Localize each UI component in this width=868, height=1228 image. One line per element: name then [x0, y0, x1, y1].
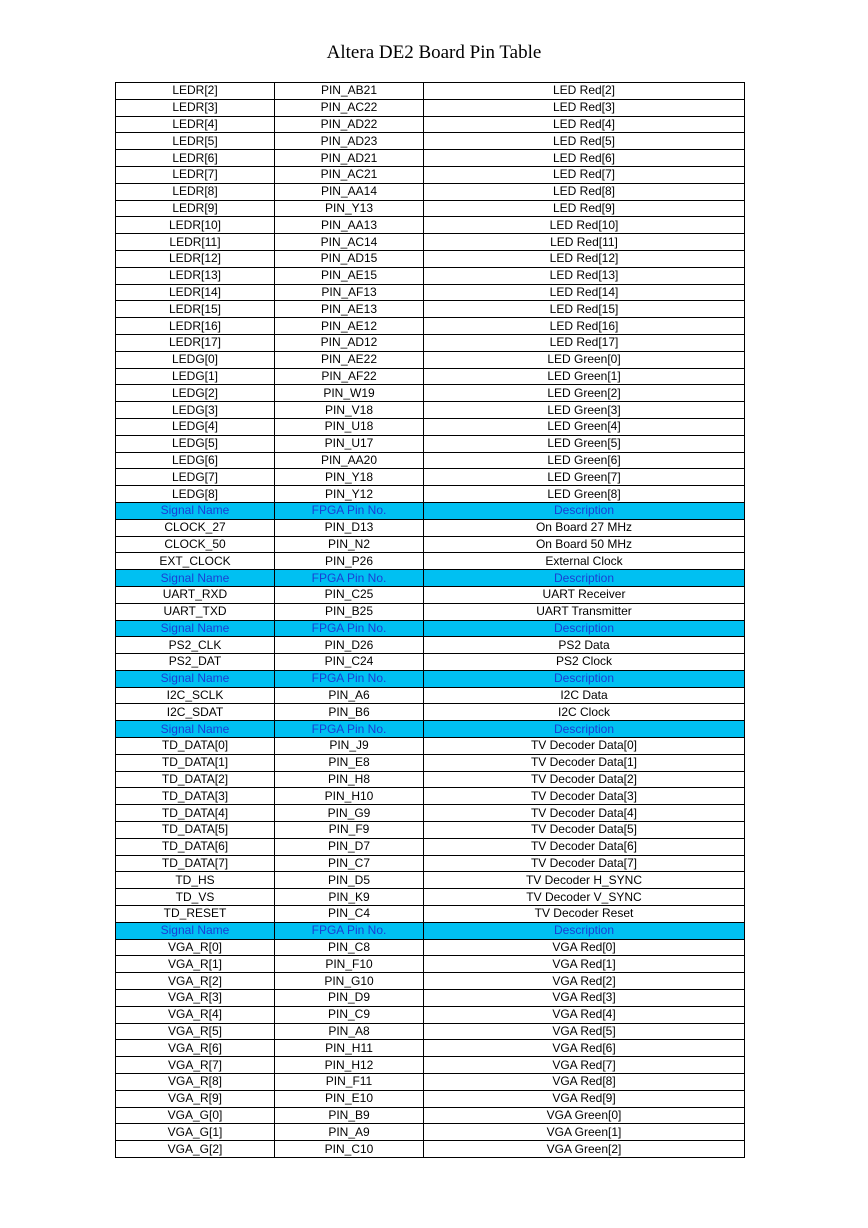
- table-row: [116, 234, 745, 251]
- table-row: [116, 939, 745, 956]
- fpga-pin-cell: FPGA Pin No.: [275, 670, 424, 687]
- signal-name-cell: LEDG[6]: [116, 452, 275, 469]
- signal-name-cell: VGA_R[6]: [116, 1040, 275, 1057]
- signal-name-cell: Signal Name: [116, 502, 275, 519]
- description-cell: TV Decoder Reset: [424, 906, 745, 923]
- fpga-pin-cell: FPGA Pin No.: [275, 570, 424, 587]
- fpga-pin-cell: PIN_B6: [275, 704, 424, 721]
- table-row: [116, 200, 745, 217]
- description-cell: LED Red[3]: [424, 99, 745, 116]
- table-row: [116, 183, 745, 200]
- table-row: [116, 133, 745, 150]
- fpga-pin-cell: PIN_J9: [275, 738, 424, 755]
- description-cell: TV Decoder Data[4]: [424, 805, 745, 822]
- description-cell: LED Green[4]: [424, 418, 745, 435]
- table-row: [116, 402, 745, 419]
- signal-name-cell: VGA_R[7]: [116, 1057, 275, 1074]
- fpga-pin-cell: PIN_AD23: [275, 133, 424, 150]
- fpga-pin-cell: PIN_AD12: [275, 334, 424, 351]
- table-row: [116, 771, 745, 788]
- signal-name-cell: CLOCK_50: [116, 536, 275, 553]
- signal-name-cell: LEDG[2]: [116, 385, 275, 402]
- description-cell: I2C Clock: [424, 704, 745, 721]
- description-cell: TV Decoder Data[6]: [424, 838, 745, 855]
- signal-name-cell: EXT_CLOCK: [116, 553, 275, 570]
- signal-name-cell: TD_DATA[3]: [116, 788, 275, 805]
- table-row: [116, 1124, 745, 1141]
- table-row: [116, 150, 745, 167]
- fpga-pin-cell: PIN_AF13: [275, 284, 424, 301]
- table-row: [116, 1006, 745, 1023]
- signal-name-cell: LEDR[12]: [116, 250, 275, 267]
- table-row: [116, 906, 745, 923]
- description-cell: TV Decoder Data[0]: [424, 738, 745, 755]
- signal-name-cell: VGA_R[9]: [116, 1090, 275, 1107]
- description-cell: LED Red[13]: [424, 267, 745, 284]
- signal-name-cell: LEDG[5]: [116, 435, 275, 452]
- signal-name-cell: CLOCK_27: [116, 519, 275, 536]
- section-header-row: [116, 570, 745, 587]
- table-row: [116, 536, 745, 553]
- description-cell: VGA Green[2]: [424, 1141, 745, 1158]
- fpga-pin-cell: PIN_K9: [275, 889, 424, 906]
- fpga-pin-cell: PIN_D5: [275, 872, 424, 889]
- signal-name-cell: LEDG[0]: [116, 351, 275, 368]
- pin-table: [115, 82, 745, 1158]
- fpga-pin-cell: PIN_D26: [275, 637, 424, 654]
- signal-name-cell: TD_DATA[7]: [116, 855, 275, 872]
- table-row: [116, 553, 745, 570]
- signal-name-cell: LEDG[4]: [116, 418, 275, 435]
- fpga-pin-cell: PIN_C4: [275, 906, 424, 923]
- table-row: [116, 83, 745, 100]
- section-header-row: [116, 620, 745, 637]
- fpga-pin-cell: PIN_Y18: [275, 469, 424, 486]
- signal-name-cell: VGA_G[1]: [116, 1124, 275, 1141]
- description-cell: VGA Red[3]: [424, 990, 745, 1007]
- fpga-pin-cell: PIN_G9: [275, 805, 424, 822]
- description-cell: LED Green[1]: [424, 368, 745, 385]
- table-row: [116, 889, 745, 906]
- signal-name-cell: VGA_R[0]: [116, 939, 275, 956]
- table-row: [116, 469, 745, 486]
- description-cell: LED Red[10]: [424, 217, 745, 234]
- description-cell: TV Decoder Data[5]: [424, 822, 745, 839]
- description-cell: I2C Data: [424, 687, 745, 704]
- fpga-pin-cell: PIN_D13: [275, 519, 424, 536]
- table-row: [116, 855, 745, 872]
- signal-name-cell: VGA_R[4]: [116, 1006, 275, 1023]
- fpga-pin-cell: FPGA Pin No.: [275, 502, 424, 519]
- signal-name-cell: LEDR[15]: [116, 301, 275, 318]
- fpga-pin-cell: PIN_AE13: [275, 301, 424, 318]
- signal-name-cell: TD_VS: [116, 889, 275, 906]
- fpga-pin-cell: PIN_AE15: [275, 267, 424, 284]
- table-row: [116, 1040, 745, 1057]
- section-header-row: [116, 670, 745, 687]
- table-row: [116, 822, 745, 839]
- table-row: [116, 452, 745, 469]
- section-header-row: [116, 721, 745, 738]
- signal-name-cell: LEDR[9]: [116, 200, 275, 217]
- signal-name-cell: VGA_R[3]: [116, 990, 275, 1007]
- table-row: [116, 486, 745, 503]
- fpga-pin-cell: PIN_AF22: [275, 368, 424, 385]
- table-row: [116, 838, 745, 855]
- signal-name-cell: TD_DATA[2]: [116, 771, 275, 788]
- fpga-pin-cell: PIN_AA14: [275, 183, 424, 200]
- table-row: [116, 704, 745, 721]
- table-row: [116, 1141, 745, 1158]
- table-row: [116, 519, 745, 536]
- signal-name-cell: LEDR[11]: [116, 234, 275, 251]
- table-row: [116, 1023, 745, 1040]
- fpga-pin-cell: PIN_H11: [275, 1040, 424, 1057]
- table-row: [116, 872, 745, 889]
- description-cell: LED Green[2]: [424, 385, 745, 402]
- table-row: [116, 116, 745, 133]
- fpga-pin-cell: PIN_E10: [275, 1090, 424, 1107]
- fpga-pin-cell: PIN_H8: [275, 771, 424, 788]
- description-cell: VGA Red[9]: [424, 1090, 745, 1107]
- table-row: [116, 351, 745, 368]
- table-row: [116, 603, 745, 620]
- fpga-pin-cell: PIN_AE22: [275, 351, 424, 368]
- signal-name-cell: TD_HS: [116, 872, 275, 889]
- fpga-pin-cell: PIN_A8: [275, 1023, 424, 1040]
- fpga-pin-cell: PIN_Y13: [275, 200, 424, 217]
- fpga-pin-cell: PIN_H12: [275, 1057, 424, 1074]
- table-row: [116, 99, 745, 116]
- signal-name-cell: LEDR[14]: [116, 284, 275, 301]
- fpga-pin-cell: PIN_F10: [275, 956, 424, 973]
- fpga-pin-cell: PIN_B9: [275, 1107, 424, 1124]
- fpga-pin-cell: PIN_F9: [275, 822, 424, 839]
- fpga-pin-cell: PIN_AD22: [275, 116, 424, 133]
- section-header-row: [116, 922, 745, 939]
- description-cell: TV Decoder V_SYNC: [424, 889, 745, 906]
- signal-name-cell: I2C_SCLK: [116, 687, 275, 704]
- fpga-pin-cell: PIN_C7: [275, 855, 424, 872]
- description-cell: LED Red[14]: [424, 284, 745, 301]
- signal-name-cell: TD_RESET: [116, 906, 275, 923]
- description-cell: LED Red[5]: [424, 133, 745, 150]
- description-cell: LED Red[8]: [424, 183, 745, 200]
- signal-name-cell: TD_DATA[1]: [116, 754, 275, 771]
- description-cell: VGA Green[1]: [424, 1124, 745, 1141]
- fpga-pin-cell: PIN_B25: [275, 603, 424, 620]
- description-cell: LED Red[6]: [424, 150, 745, 167]
- description-cell: LED Green[6]: [424, 452, 745, 469]
- description-cell: VGA Red[1]: [424, 956, 745, 973]
- description-cell: External Clock: [424, 553, 745, 570]
- description-cell: TV Decoder Data[1]: [424, 754, 745, 771]
- signal-name-cell: LEDG[1]: [116, 368, 275, 385]
- description-cell: LED Red[4]: [424, 116, 745, 133]
- table-row: [116, 805, 745, 822]
- fpga-pin-cell: PIN_C10: [275, 1141, 424, 1158]
- table-row: [116, 166, 745, 183]
- description-cell: TV Decoder Data[7]: [424, 855, 745, 872]
- description-cell: VGA Red[2]: [424, 973, 745, 990]
- fpga-pin-cell: PIN_AC21: [275, 166, 424, 183]
- fpga-pin-cell: PIN_AA20: [275, 452, 424, 469]
- fpga-pin-cell: PIN_C8: [275, 939, 424, 956]
- fpga-pin-cell: PIN_U18: [275, 418, 424, 435]
- fpga-pin-cell: FPGA Pin No.: [275, 922, 424, 939]
- description-cell: LED Red[2]: [424, 83, 745, 100]
- description-cell: LED Red[9]: [424, 200, 745, 217]
- description-cell: TV Decoder H_SYNC: [424, 872, 745, 889]
- table-row: [116, 1090, 745, 1107]
- signal-name-cell: TD_DATA[5]: [116, 822, 275, 839]
- description-cell: VGA Red[7]: [424, 1057, 745, 1074]
- signal-name-cell: LEDR[5]: [116, 133, 275, 150]
- fpga-pin-cell: PIN_AC22: [275, 99, 424, 116]
- signal-name-cell: Signal Name: [116, 721, 275, 738]
- signal-name-cell: VGA_R[1]: [116, 956, 275, 973]
- table-row: [116, 385, 745, 402]
- table-row: [116, 368, 745, 385]
- description-cell: Description: [424, 670, 745, 687]
- table-row: [116, 250, 745, 267]
- table-row: [116, 973, 745, 990]
- description-cell: VGA Green[0]: [424, 1107, 745, 1124]
- signal-name-cell: VGA_G[2]: [116, 1141, 275, 1158]
- description-cell: VGA Red[6]: [424, 1040, 745, 1057]
- description-cell: Description: [424, 502, 745, 519]
- table-row: [116, 956, 745, 973]
- signal-name-cell: LEDR[7]: [116, 166, 275, 183]
- table-row: [116, 318, 745, 335]
- description-cell: UART Receiver: [424, 586, 745, 603]
- fpga-pin-cell: PIN_C25: [275, 586, 424, 603]
- page-title: Altera DE2 Board Pin Table: [326, 42, 542, 63]
- table-row: [116, 1057, 745, 1074]
- signal-name-cell: PS2_CLK: [116, 637, 275, 654]
- fpga-pin-cell: PIN_C24: [275, 654, 424, 671]
- fpga-pin-cell: PIN_AA13: [275, 217, 424, 234]
- description-cell: On Board 50 MHz: [424, 536, 745, 553]
- table-row: [116, 267, 745, 284]
- fpga-pin-cell: PIN_H10: [275, 788, 424, 805]
- signal-name-cell: Signal Name: [116, 620, 275, 637]
- signal-name-cell: LEDR[6]: [116, 150, 275, 167]
- fpga-pin-cell: PIN_Y12: [275, 486, 424, 503]
- description-cell: VGA Red[4]: [424, 1006, 745, 1023]
- table-row: [116, 654, 745, 671]
- table-row: [116, 334, 745, 351]
- table-row: [116, 217, 745, 234]
- signal-name-cell: VGA_R[5]: [116, 1023, 275, 1040]
- fpga-pin-cell: PIN_W19: [275, 385, 424, 402]
- table-row: [116, 301, 745, 318]
- signal-name-cell: LEDR[16]: [116, 318, 275, 335]
- description-cell: On Board 27 MHz: [424, 519, 745, 536]
- description-cell: VGA Red[0]: [424, 939, 745, 956]
- fpga-pin-cell: PIN_A6: [275, 687, 424, 704]
- table-row: [116, 637, 745, 654]
- signal-name-cell: LEDG[7]: [116, 469, 275, 486]
- description-cell: LED Green[5]: [424, 435, 745, 452]
- table-row: [116, 435, 745, 452]
- table-row: [116, 687, 745, 704]
- table-row: [116, 1107, 745, 1124]
- signal-name-cell: VGA_R[8]: [116, 1074, 275, 1091]
- fpga-pin-cell: PIN_C9: [275, 1006, 424, 1023]
- signal-name-cell: LEDG[8]: [116, 486, 275, 503]
- description-cell: Description: [424, 721, 745, 738]
- description-cell: LED Red[7]: [424, 166, 745, 183]
- signal-name-cell: LEDR[13]: [116, 267, 275, 284]
- description-cell: LED Green[8]: [424, 486, 745, 503]
- fpga-pin-cell: PIN_AB21: [275, 83, 424, 100]
- signal-name-cell: LEDR[10]: [116, 217, 275, 234]
- fpga-pin-cell: PIN_U17: [275, 435, 424, 452]
- signal-name-cell: TD_DATA[6]: [116, 838, 275, 855]
- fpga-pin-cell: PIN_P26: [275, 553, 424, 570]
- signal-name-cell: VGA_R[2]: [116, 973, 275, 990]
- signal-name-cell: LEDR[3]: [116, 99, 275, 116]
- fpga-pin-cell: FPGA Pin No.: [275, 721, 424, 738]
- section-header-row: [116, 502, 745, 519]
- signal-name-cell: LEDR[4]: [116, 116, 275, 133]
- fpga-pin-cell: PIN_AD15: [275, 250, 424, 267]
- description-cell: VGA Red[8]: [424, 1074, 745, 1091]
- signal-name-cell: LEDR[8]: [116, 183, 275, 200]
- fpga-pin-cell: PIN_AD21: [275, 150, 424, 167]
- signal-name-cell: LEDG[3]: [116, 402, 275, 419]
- description-cell: Description: [424, 922, 745, 939]
- fpga-pin-cell: PIN_F11: [275, 1074, 424, 1091]
- table-row: [116, 738, 745, 755]
- table-row: [116, 418, 745, 435]
- description-cell: LED Red[12]: [424, 250, 745, 267]
- signal-name-cell: VGA_G[0]: [116, 1107, 275, 1124]
- description-cell: PS2 Clock: [424, 654, 745, 671]
- fpga-pin-cell: PIN_G10: [275, 973, 424, 990]
- pin-table-body: [116, 83, 745, 1158]
- table-row: [116, 586, 745, 603]
- signal-name-cell: Signal Name: [116, 570, 275, 587]
- description-cell: LED Red[15]: [424, 301, 745, 318]
- signal-name-cell: TD_DATA[4]: [116, 805, 275, 822]
- signal-name-cell: PS2_DAT: [116, 654, 275, 671]
- description-cell: LED Green[3]: [424, 402, 745, 419]
- fpga-pin-cell: PIN_V18: [275, 402, 424, 419]
- description-cell: LED Green[7]: [424, 469, 745, 486]
- fpga-pin-cell: PIN_AC14: [275, 234, 424, 251]
- description-cell: Description: [424, 570, 745, 587]
- table-row: [116, 990, 745, 1007]
- fpga-pin-cell: FPGA Pin No.: [275, 620, 424, 637]
- table-row: [116, 284, 745, 301]
- fpga-pin-cell: PIN_D7: [275, 838, 424, 855]
- table-row: [116, 754, 745, 771]
- description-cell: TV Decoder Data[3]: [424, 788, 745, 805]
- signal-name-cell: TD_DATA[0]: [116, 738, 275, 755]
- signal-name-cell: LEDR[2]: [116, 83, 275, 100]
- description-cell: VGA Red[5]: [424, 1023, 745, 1040]
- table-row: [116, 1074, 745, 1091]
- signal-name-cell: UART_TXD: [116, 603, 275, 620]
- description-cell: LED Green[0]: [424, 351, 745, 368]
- fpga-pin-cell: PIN_N2: [275, 536, 424, 553]
- description-cell: LED Red[16]: [424, 318, 745, 335]
- description-cell: UART Transmitter: [424, 603, 745, 620]
- signal-name-cell: Signal Name: [116, 670, 275, 687]
- fpga-pin-cell: PIN_E8: [275, 754, 424, 771]
- description-cell: TV Decoder Data[2]: [424, 771, 745, 788]
- signal-name-cell: LEDR[17]: [116, 334, 275, 351]
- fpga-pin-cell: PIN_D9: [275, 990, 424, 1007]
- signal-name-cell: Signal Name: [116, 922, 275, 939]
- signal-name-cell: UART_RXD: [116, 586, 275, 603]
- signal-name-cell: I2C_SDAT: [116, 704, 275, 721]
- table-row: [116, 788, 745, 805]
- description-cell: LED Red[17]: [424, 334, 745, 351]
- description-cell: Description: [424, 620, 745, 637]
- description-cell: LED Red[11]: [424, 234, 745, 251]
- description-cell: PS2 Data: [424, 637, 745, 654]
- fpga-pin-cell: PIN_AE12: [275, 318, 424, 335]
- fpga-pin-cell: PIN_A9: [275, 1124, 424, 1141]
